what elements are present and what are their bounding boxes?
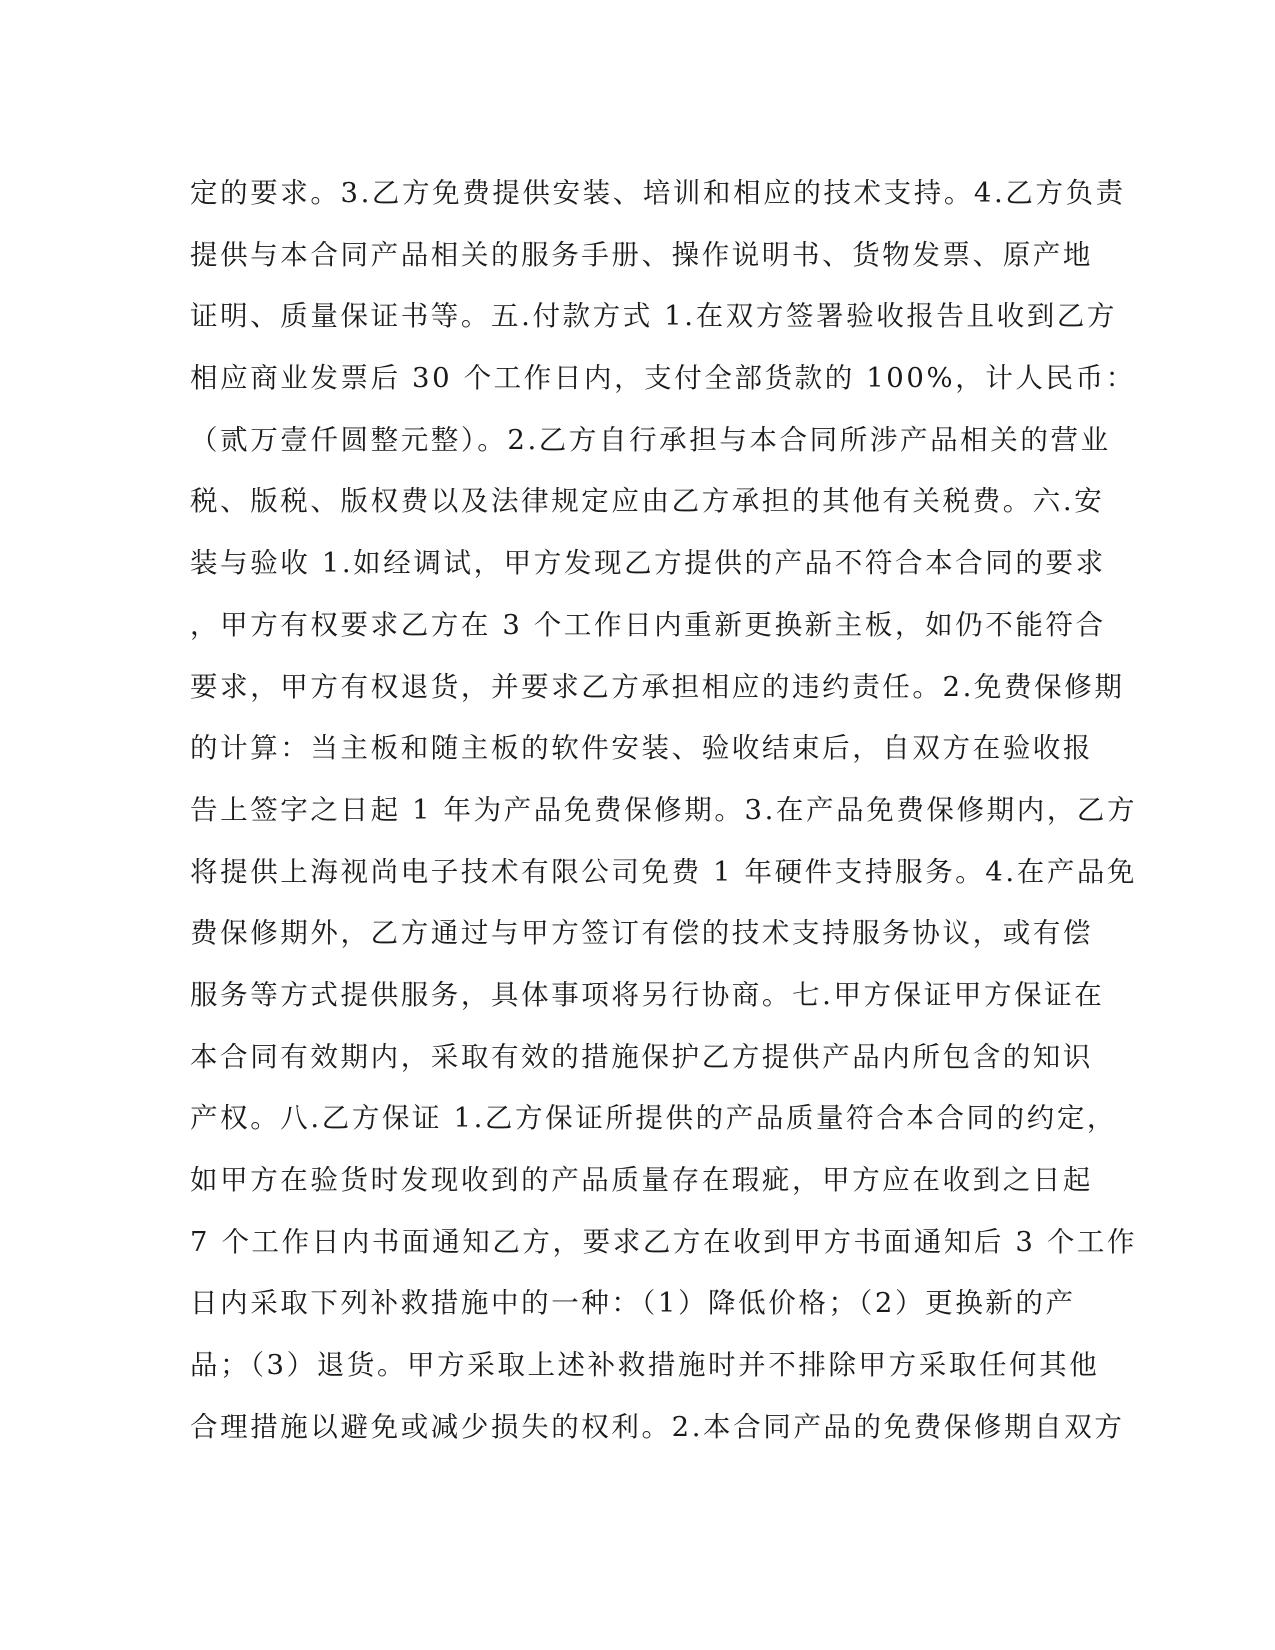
text-line-6: 税、版税、版权费以及法律规定应由乙方承担的其他有关税费。六.安 xyxy=(190,485,1105,518)
text-line-3: 证明、质量保证书等。五.付款方式 1.在双方签署验收报告且收到乙方 xyxy=(190,300,1118,333)
contract-body-text xyxy=(190,163,1138,1458)
text-line-7: 装与验收 1.如经调试，甲方发现乙方提供的产品不符合本合同的要求 xyxy=(190,547,1106,580)
text-line-16: 产权。八.乙方保证 1.乙方保证所提供的产品质量符合本合同的约定， xyxy=(190,1102,1118,1135)
text-line-2: 提供与本合同产品相关的服务手册、操作说明书、货物发票、原产地 xyxy=(190,238,1093,271)
text-line-5: （贰万壹仟圆整元整）。2.乙方自行承担与本合同所涉产品相关的营业 xyxy=(190,423,1111,456)
text-line-12: 将提供上海视尚电子技术有限公司免费 1 年硬件支持服务。4.在产品免 xyxy=(190,855,1138,888)
text-line-20: 品；（3）退货。甲方采取上述补救措施时并不排除甲方采取任何其他 xyxy=(190,1349,1100,1382)
text-line-17: 如甲方在验货时发现收到的产品质量存在瑕疵，甲方应在收到之日起 xyxy=(190,1164,1093,1196)
text-line-9: 要求，甲方有权退货，并要求乙方承担相应的违约责任。2.免费保修期 xyxy=(190,670,1125,703)
text-line-21: 合理措施以避免或减少损失的权利。2.本合同产品的免费保修期自双方 xyxy=(190,1410,1125,1443)
text-line-8: ，甲方有权要求乙方在 3 个工作日内重新更换新主板，如仍不能符合 xyxy=(190,608,1106,641)
text-line-10: 的计算：当主板和随主板的软件安装、验收结束后，自双方在验收报 xyxy=(190,732,1093,765)
text-line-4: 相应商业发票后 30 个工作日内，支付全部货款的 100%，计人民币： xyxy=(190,362,1136,395)
text-line-19: 日内采取下列补救措施中的一种：（1）降低价格；（2）更换新的产 xyxy=(190,1287,1076,1320)
text-line-13: 费保修期外，乙方通过与甲方签订有偿的技术支持服务协议，或有偿 xyxy=(190,917,1093,950)
text-line-15: 本合同有效期内，采取有效的措施保护乙方提供产品内所包含的知识 xyxy=(190,1040,1093,1073)
text-line-18: 7 个工作日内书面通知乙方，要求乙方在收到甲方书面通知后 3 个工作 xyxy=(190,1225,1138,1258)
text-line-1: 定的要求。3.乙方免费提供安装、培训和相应的技术支持。4.乙方负责 xyxy=(190,177,1126,209)
text-line-11: 告上签字之日起 1 年为产品免费保修期。3.在产品免费保修期内，乙方 xyxy=(190,793,1138,826)
text-line-14: 服务等方式提供服务，具体事项将另行协商。七.甲方保证甲方保证在 xyxy=(190,978,1105,1011)
